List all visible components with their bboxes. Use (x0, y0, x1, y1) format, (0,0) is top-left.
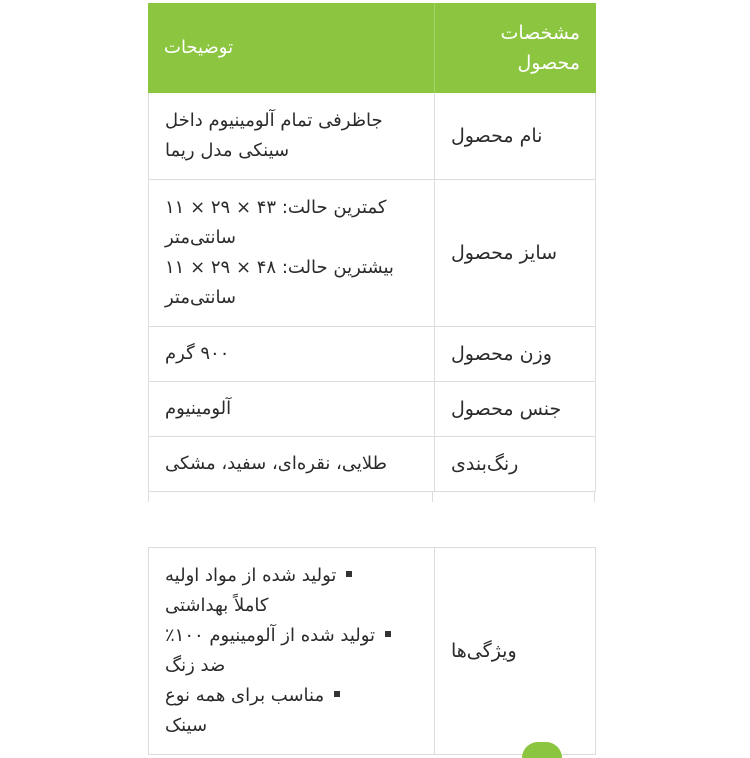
header-description-label (148, 3, 434, 93)
features-list (148, 548, 434, 754)
feature-item (165, 681, 340, 711)
row-value (148, 382, 434, 436)
row-value-line: ۹۰۰ گرم (165, 343, 230, 364)
table-row (148, 180, 596, 327)
row-label: سایز محصول (434, 180, 596, 326)
header-spec-label: مشخصات محصول (434, 3, 596, 93)
features-label: ویژگی‌ها (434, 548, 596, 754)
feature-text-cont: سینک (165, 715, 208, 736)
row-value-line: طلایی، نقره‌ای، سفید، مشکی (165, 453, 387, 474)
features-row (148, 547, 596, 755)
table-row (148, 93, 596, 180)
product-spec-table (148, 3, 596, 755)
row-value (148, 180, 434, 326)
row-value-line: کمترین حالت: ۴۳ × ۲۹ × ۱۱ (165, 197, 387, 218)
feature-text: مناسب برای همه نوع (165, 685, 325, 706)
row-value-line: سانتی‌متر (165, 227, 237, 248)
row-value-line: سینکی مدل ریما (165, 140, 290, 161)
table-row (148, 327, 596, 382)
row-value-line: بیشترین حالت: ۴۸ × ۲۹ × ۱۱ (165, 257, 394, 278)
row-value-line: جاظرفی تمام آلومینیوم داخل (165, 110, 383, 131)
square-bullet-icon (346, 571, 352, 577)
square-bullet-icon (334, 691, 340, 697)
table-gap (148, 492, 596, 547)
row-value (148, 327, 434, 381)
feature-text: تولید شده از آلومینیوم ۱۰۰٪ (165, 625, 376, 646)
row-label: وزن محصول (434, 327, 596, 381)
row-label: رنگ‌بندی (434, 437, 596, 491)
divider (594, 492, 595, 502)
feature-text-cont: کاملاً بهداشتی (165, 595, 269, 616)
row-label: نام محصول (434, 93, 596, 179)
table-row (148, 437, 596, 492)
row-value (148, 93, 434, 179)
row-value (148, 437, 434, 491)
feature-text-cont: ضد زنگ (165, 655, 226, 676)
feature-item (165, 561, 352, 591)
divider (432, 492, 433, 502)
feature-item (165, 621, 391, 651)
row-label: جنس محصول (434, 382, 596, 436)
divider (148, 492, 149, 502)
row-value-line: آلومینیوم (165, 398, 232, 419)
feature-text: تولید شده از مواد اولیه (165, 565, 337, 586)
square-bullet-icon (385, 631, 391, 637)
table-header (148, 3, 596, 93)
table-row (148, 382, 596, 437)
header-description-text: توضیحات (164, 37, 234, 58)
row-value-line: سانتی‌متر (165, 287, 237, 308)
